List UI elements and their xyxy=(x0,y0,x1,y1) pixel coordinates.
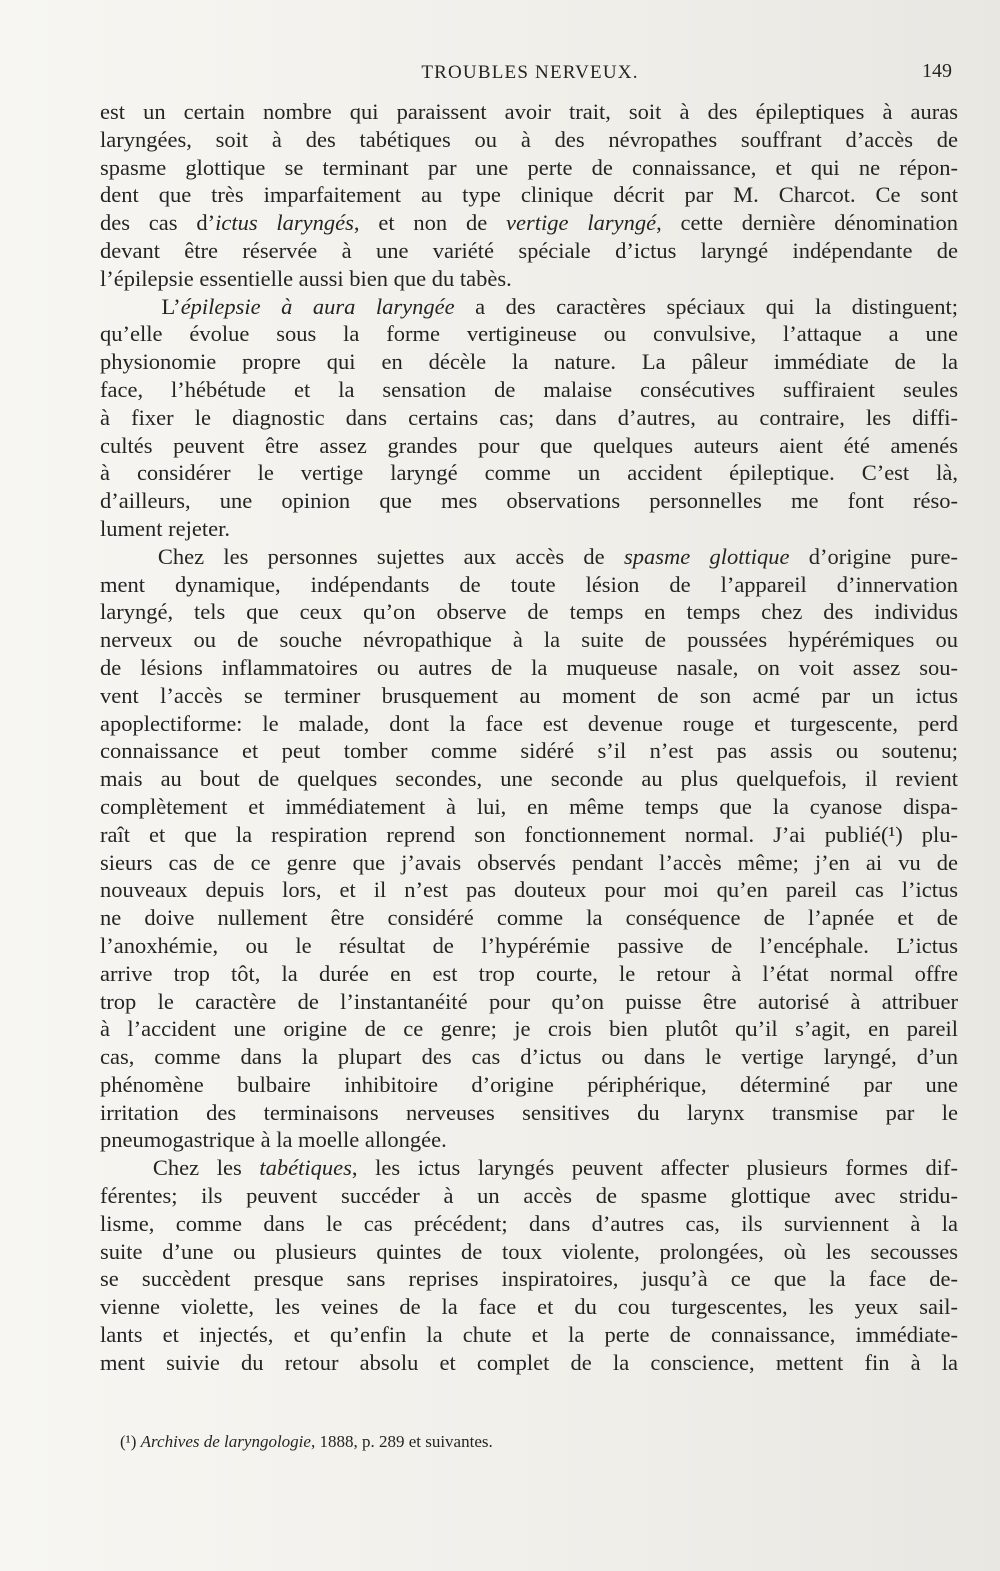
text-line: L’épilepsie à aura laryngée a des caractères spéciaux qui la distinguent; xyxy=(100,293,958,319)
text-line: ment suivie du retour absolu et complet de la conscience, mettent fin à la xyxy=(100,1349,958,1375)
text-line: laryngé, tels que ceux qu’on observe de temps en temps chez des individus xyxy=(100,599,958,625)
text-line: Chez les personnes sujettes aux accès de spasme glottique d’origine pure- xyxy=(100,543,958,569)
text-line: d’ailleurs, une opinion que mes observations personnelles me font réso- xyxy=(100,488,958,514)
text-line: phénomène bulbaire inhibitoire d’origine périphérique, déterminé par une xyxy=(100,1071,958,1097)
text-line: vent l’accès se terminer brusquement au moment de son acmé par un ictus xyxy=(100,682,958,708)
text-line: laryngées, soit à des tabétiques ou à des névropathes souffrant d’accès de xyxy=(100,126,958,152)
text-line: apoplectiforme: le malade, dont la face est devenue rouge et turgescente, perd xyxy=(100,710,958,736)
footnote xyxy=(120,1431,920,1453)
text-line: spasme glottique se terminant par une perte de connaissance, et qui ne répon- xyxy=(100,154,958,180)
text-line: à fixer le diagnostic dans certains cas; dans d’autres, au contraire, les diffi- xyxy=(100,404,958,430)
text-line: des cas d’ictus laryngés, et non de vertige laryngé, cette dernière dénomination xyxy=(100,210,959,236)
page-number: 149 xyxy=(922,60,952,82)
text-line: vienne violette, les veines de la face et du cou turgescentes, les yeux sail- xyxy=(100,1294,958,1320)
text-line: nouveaux depuis lors, et il n’est pas douteux pour moi qu’en pareil cas l’ictus xyxy=(100,877,958,903)
text-line: connaissance et peut tomber comme sidéré s’il n’est pas assis ou soutenu; xyxy=(100,738,958,764)
running-title: TROUBLES NERVEUX. xyxy=(421,62,639,83)
text-line: à l’accident une origine de ce genre; je crois bien plutôt qu’il s’agit, en pareil xyxy=(100,1016,958,1042)
body-text xyxy=(100,98,958,1377)
running-head xyxy=(100,62,960,92)
text-line: qu’elle évolue sous la forme vertigineuse ou convulsive, l’attaque a une xyxy=(100,321,958,347)
text-line: à considérer le vertige laryngé comme un accident épileptique. C’est là, xyxy=(100,460,958,486)
text-line: pneumogastrique à la moelle allongée. xyxy=(100,1127,447,1153)
text-line: ment dynamique, indépendants de toute lésion de l’appareil d’innervation xyxy=(100,571,958,597)
text-line: l’épilepsie essentielle aussi bien que du tabès. xyxy=(100,265,512,291)
text-line: face, l’hébétude et la sensation de malaise consécutives suffiraient seules xyxy=(100,376,958,402)
text-line: férentes; ils peuvent succéder à un accès de spasme glottique avec stridu- xyxy=(100,1183,958,1209)
text-line: lisme, comme dans le cas précédent; dans d’autres cas, ils surviennent à la xyxy=(100,1210,958,1236)
text-line: dent que très imparfaitement au type clinique décrit par M. Charcot. Ce sont xyxy=(100,182,958,208)
text-line: raît et que la respiration reprend son fonctionnement normal. J’ai publié(¹) plu- xyxy=(100,821,958,847)
text-line: de lésions inflammatoires ou autres de la muqueuse nasale, on voit assez sou- xyxy=(100,654,958,680)
text-line: ne doive nullement être considéré comme la conséquence de l’apnée et de xyxy=(100,905,958,931)
text-line: trop le caractère de l’instantanéité pour qu’on puisse être autorisé à attribuer xyxy=(100,988,958,1014)
text-line: complètement et immédiatement à lui, en même temps que la cyanose dispa- xyxy=(100,793,958,819)
text-line: irritation des terminaisons nerveuses sensitives du larynx transmise par le xyxy=(100,1099,958,1125)
text-line: sieurs cas de ce genre que j’avais observés pendant l’accès même; j’en ai vu de xyxy=(100,849,958,875)
text-line: est un certain nombre qui paraissent avoir trait, soit à des épileptiques à auras xyxy=(100,99,958,124)
text-line: lants et injectés, et qu’enfin la chute et la perte de connaissance, immédiate- xyxy=(100,1322,958,1348)
text-line: mais au bout de quelques secondes, une seconde au plus quelquefois, il revient xyxy=(100,766,958,792)
text-line: devant être réservée à une variété spéciale d’ictus laryngé indépendante de xyxy=(100,237,958,263)
text-line: l’anoxhémie, ou le résultat de l’hypérémie passive de l’encéphale. L’ictus xyxy=(100,932,958,958)
text-line: nerveux ou de souche névropathique à la suite de poussées hypérémiques ou xyxy=(100,627,958,653)
text-line: suite d’une ou plusieurs quintes de toux violente, prolongées, où les secousses xyxy=(100,1238,958,1264)
text-line: cas, comme dans la plupart des cas d’ictus ou dans le vertige laryngé, d’un xyxy=(100,1044,958,1070)
text-line: Chez les tabétiques, les ictus laryngés peuvent affecter plusieurs formes dif- xyxy=(100,1155,958,1181)
text-line: physionomie propre qui en décèle la nature. La pâleur immédiate de la xyxy=(100,349,958,375)
text-line: arrive trop tôt, la durée en est trop courte, le retour à l’état normal offre xyxy=(100,960,958,986)
text-line: lument rejeter. xyxy=(100,515,230,541)
text-line: se succèdent presque sans reprises inspiratoires, jusqu’à ce que la face de- xyxy=(100,1266,958,1292)
footnote-text: Archives de laryngologie, 1888, p. 289 et suivantes. xyxy=(140,1432,493,1451)
text-line: cultés peuvent être assez grandes pour que quelques auteurs aient été amenés xyxy=(100,432,958,458)
footnote-marker: (¹) xyxy=(120,1432,137,1451)
